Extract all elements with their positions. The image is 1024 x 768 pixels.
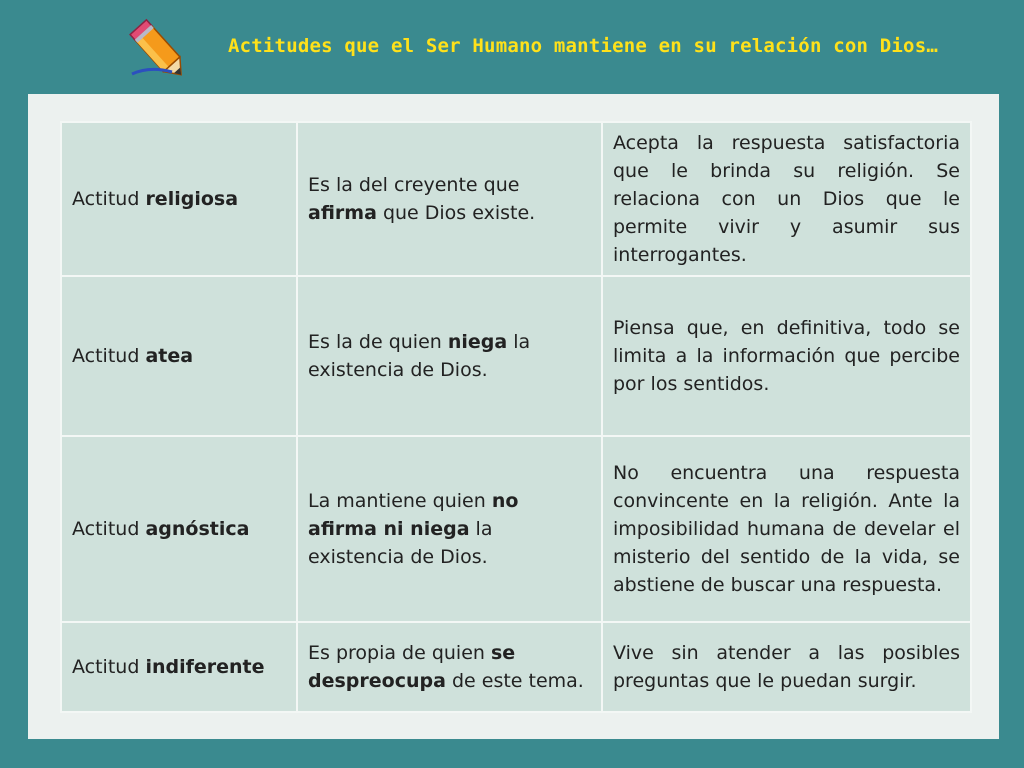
definition-text: de este tema. [445, 670, 584, 692]
definition-keyword: se despreocupa [308, 642, 516, 692]
attitude-prefix: Actitud [72, 188, 146, 210]
definition-cell [297, 436, 602, 622]
definition-text: la existencia de Dios. [308, 331, 531, 381]
definition-keyword: niega [447, 331, 508, 353]
attitudes-table-container [60, 121, 972, 711]
attitude-prefix: Actitud [72, 345, 146, 367]
attitude-name: religiosa [145, 188, 239, 210]
table-row [61, 622, 971, 712]
definition-text: la existencia de Dios. [308, 518, 493, 568]
table-row [61, 122, 971, 276]
attitude-name: agnóstica [145, 518, 250, 540]
attitude-name: indiferente [145, 656, 265, 678]
attitude-name: atea [145, 345, 194, 367]
definition-text: que Dios existe. [376, 202, 536, 224]
attitudes-table [60, 121, 972, 713]
attitude-cell [61, 276, 297, 436]
definition-text: Es la del creyente que [308, 174, 520, 196]
slide-title: Actitudes que el Ser Humano mantiene en su relación con Dios… [228, 35, 938, 57]
description-cell: Piensa que, en definitiva, todo se limita a la información que percibe por los sentidos. [602, 276, 971, 436]
description-cell: Acepta la respuesta satisfactoria que le brinda su religión. Se relaciona con un Dios que le permite vivir y asumir sus interrogantes. [602, 122, 971, 276]
pencil-icon [126, 16, 188, 80]
attitude-cell [61, 122, 297, 276]
definition-text: Es la de quien [308, 331, 448, 353]
table-row [61, 436, 971, 622]
definition-keyword: afirma [308, 202, 377, 224]
definition-cell [297, 276, 602, 436]
description-cell: No encuentra una respuesta convincente en la religión. Ante la imposibilidad humana de develar el misterio del sentido de la vida, se abstiene de buscar una respuesta. [602, 436, 971, 622]
attitude-prefix: Actitud [72, 656, 146, 678]
definition-cell [297, 622, 602, 712]
attitude-cell [61, 436, 297, 622]
table-row [61, 276, 971, 436]
definition-cell [297, 122, 602, 276]
attitude-prefix: Actitud [72, 518, 146, 540]
attitude-cell [61, 622, 297, 712]
definition-text: La mantiene quien [308, 490, 492, 512]
description-cell: Vive sin atender a las posibles preguntas que le puedan surgir. [602, 622, 971, 712]
definition-text: Es propia de quien [308, 642, 491, 664]
definition-keyword: no afirma ni niega [308, 490, 519, 540]
